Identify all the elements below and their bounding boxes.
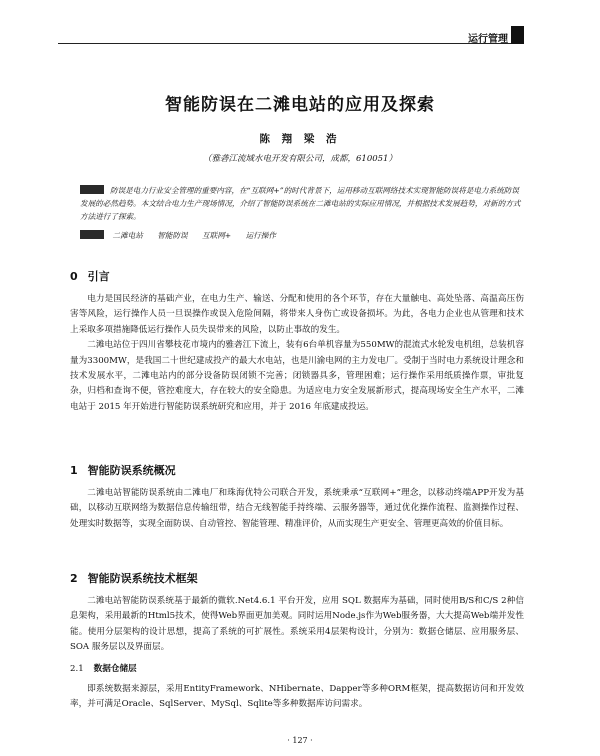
- running-header: 运行管理: [468, 34, 508, 45]
- subsection-title: 数据仓储层: [93, 664, 137, 674]
- keywords: [80, 230, 288, 241]
- subsection-number: 2.1: [70, 664, 84, 674]
- page-number: · 127 ·: [287, 736, 313, 745]
- section-heading: [70, 462, 176, 478]
- keyword: 智能防误: [157, 231, 188, 240]
- paragraph: 二滩电站位于四川省攀枝花市境内的雅砻江下流上，装有6台单机容量为550MW的混流式水轮发电机组，总装机容量为3300MW，是我国二十世纪建成投产的最大水电站，也是川渝电网的主力发电厂。受制于当时电力系统设计理念和技术发展水平，二滩电站内的部分设备防误闭锁不完善；闭锁器具多，管理困难；运行操作采用纸质操作票，审批复杂，归档和查询不便，管控难度大，存在较大的安全隐患。为适应电力安全发展新形式，提高现场安全生产水平，二滩电站于 2015 年开始进行智能防误系统研究和应用，并于 2016 年底建成投运。: [70, 340, 524, 412]
- section-number: 2: [70, 572, 78, 585]
- section-title: 引言: [87, 270, 110, 283]
- header-marker-block: [511, 26, 524, 44]
- keyword: 互联网+: [202, 231, 232, 240]
- keywords-tag-block: [80, 230, 104, 239]
- authors: 陈 翔 梁 浩: [259, 133, 341, 145]
- section-1-body: [70, 486, 524, 532]
- paragraph: 即系统数据来源层，采用EntityFramework、NHibernate、Dapper等多种ORM框架，提高数据访问和开发效率，并可满足Oracle、SqlServer、MySql、Sqlite等多种数据库访问需求。: [70, 684, 524, 710]
- subsection-heading: [70, 662, 137, 674]
- section-heading: [70, 268, 110, 284]
- affiliation: （雅砻江流域水电开发有限公司，成都，610051）: [203, 154, 397, 164]
- section-title: 智能防误系统技术框架: [87, 572, 198, 585]
- keyword: 运行操作: [245, 231, 276, 240]
- section-heading: [70, 570, 198, 586]
- section-number: 0: [70, 270, 78, 283]
- section-number: 1: [70, 464, 78, 477]
- keyword: 二滩电站: [112, 231, 143, 240]
- paragraph: 二滩电站智能防误系统由二滩电厂和珠海优特公司联合开发，系统秉承“互联网+”理念，以移动终端APP开发为基础，以移动互联网络为数据信息传输纽带，结合无线智能手持终端、云服务器等，通过优化操作流程、监测操作过程、处理实时数据等，实现全面防误、自动管控、智能管理、精准评价，从而实现生产更安全、管理更高效的价值目标。: [70, 488, 524, 529]
- abstract-text: 防误是电力行业安全管理的重要内容，在“互联网+”的时代背景下，运用移动互联网络技术实现智能防误将是电力系统防误发展的必然趋势。本文结合电力生产现场情况，介绍了智能防误系统在二滩电站的实际应用情况，并根据技术发展趋势，对新的方式方法进行了探索。: [80, 186, 521, 221]
- section-0-body: [70, 292, 524, 415]
- section-title: 智能防误系统概况: [87, 464, 176, 477]
- subsection-2-1-body: [70, 682, 524, 713]
- abstract-tag-block: [80, 185, 104, 194]
- paragraph: 电力是国民经济的基础产业，在电力生产、输送、分配和使用的各个环节，存在大量触电、高处坠落、高温高压伤害等风险，运行操作人员一旦误操作或误入危险间隔，将带来人身伤亡或设备损坏。为此，各电力企业也从管理和技术上采取多项措施降低运行操作人员失误带来的风险，以防止事故的发生。: [70, 294, 524, 335]
- section-2-body: [70, 594, 524, 656]
- abstract: [80, 184, 524, 223]
- header-rule: [58, 43, 524, 44]
- paragraph: 二滩电站智能防误系统基于最新的微软.Net4.6.1 平台开发，应用 SQL 数据库为基础，同时使用B/S和C/S 2种信息架构，采用最新的Html5技术，使得Web界面更加美观。同时运用Node.js作为Web服务器，大大提高Web端并发性能。使用分层架构的设计思想，提高了系统的可扩展性。系统采用4层架构设计，分别为：数据仓储层、应用服务层、SOA 服务层以及界面层。: [70, 596, 524, 653]
- article-title: 智能防误在二滩电站的应用及探索: [165, 95, 435, 115]
